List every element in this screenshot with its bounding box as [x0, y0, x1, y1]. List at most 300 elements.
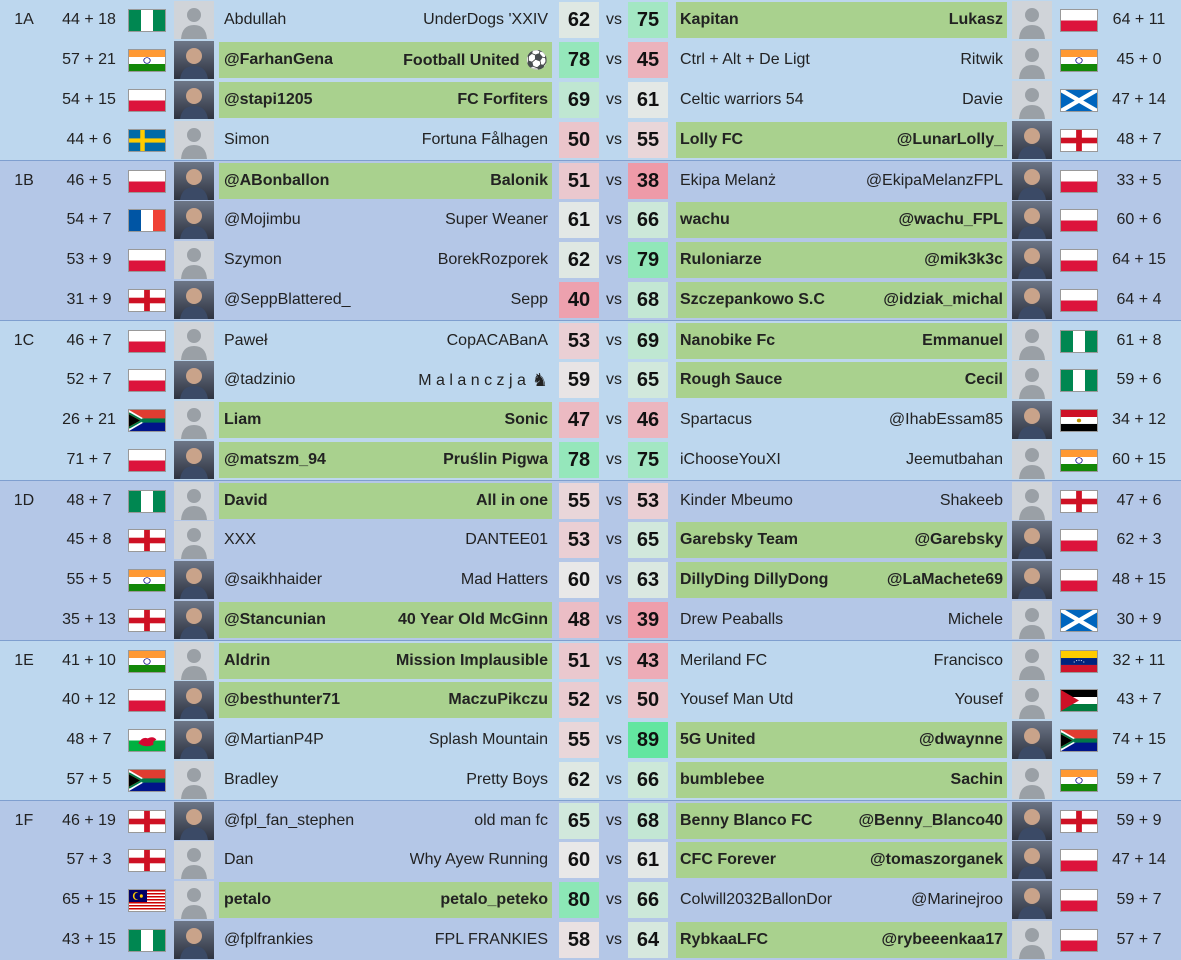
- home-team: [423, 2, 548, 38]
- home-points: 55 + 5: [66, 571, 112, 588]
- avatar: [1012, 162, 1052, 200]
- avatar: [174, 802, 214, 840]
- home-score: 78: [559, 442, 599, 478]
- away-team-box: [676, 643, 1007, 679]
- home-manager: Liam: [224, 411, 262, 428]
- india-flag-icon: [128, 49, 166, 72]
- home-points: 54 + 7: [66, 211, 112, 228]
- avatar: [174, 721, 214, 759]
- away-team-box: [676, 42, 1007, 78]
- poland-flag-icon: [1060, 249, 1098, 272]
- home-points: 52 + 7: [66, 371, 112, 388]
- away-score: 75: [628, 442, 668, 478]
- match-row: [0, 880, 1181, 920]
- home-points: 71 + 7: [66, 451, 112, 468]
- home-team-box: [219, 122, 552, 158]
- home-score: 60: [559, 562, 599, 598]
- home-team: [474, 803, 548, 839]
- home-score: 50: [559, 122, 599, 158]
- home-manager: @tadzinio: [224, 371, 296, 388]
- away-points: 62 + 3: [1116, 531, 1162, 548]
- home-points: 44 + 6: [66, 131, 112, 148]
- away-points: 48 + 7: [1116, 131, 1162, 148]
- india-flag-icon: [1060, 769, 1098, 792]
- away-team: Drew Peaballs: [680, 611, 784, 628]
- away-points: 47 + 14: [1112, 91, 1166, 108]
- group-label: 1A: [14, 11, 34, 28]
- away-points: 43 + 7: [1116, 691, 1162, 708]
- away-team: Spartacus: [680, 411, 753, 428]
- home-score: 58: [559, 922, 599, 958]
- match-row: [0, 800, 1181, 840]
- match-row: [0, 280, 1181, 320]
- home-manager: Abdullah: [224, 11, 287, 28]
- away-manager: @wachu_FPL: [898, 211, 1003, 228]
- away-manager: Sachin: [950, 771, 1003, 788]
- away-team-box: [676, 442, 1007, 478]
- away-points: 59 + 9: [1116, 812, 1162, 829]
- away-team: Ruloniarze: [680, 251, 762, 268]
- group-label: 1C: [13, 332, 35, 349]
- group-label: [0, 360, 48, 400]
- away-points: 45 + 0: [1116, 51, 1162, 68]
- home-team: [448, 682, 548, 718]
- jordan-flag-icon: [1060, 689, 1098, 712]
- poland-flag-icon: [128, 449, 166, 472]
- home-team: [410, 842, 548, 878]
- match-row: [0, 160, 1181, 200]
- group-label: [0, 280, 48, 320]
- home-team: [457, 82, 548, 118]
- avatar: [174, 241, 214, 279]
- avatar: [174, 162, 214, 200]
- home-team-name: All in one: [476, 492, 548, 509]
- home-manager: @Mojimbu: [224, 211, 301, 228]
- avatar: [1012, 441, 1052, 479]
- home-team: [429, 722, 548, 758]
- away-score: 68: [628, 282, 668, 318]
- away-points: 74 + 15: [1112, 731, 1166, 748]
- poland-flag-icon: [1060, 569, 1098, 592]
- away-manager: Yousef: [954, 691, 1003, 708]
- england-flag-icon: [1060, 490, 1098, 513]
- home-points: 31 + 9: [66, 291, 112, 308]
- group-label: [0, 760, 48, 800]
- vs-label: vs: [606, 51, 622, 68]
- away-score: 79: [628, 242, 668, 278]
- home-team: [435, 922, 548, 958]
- vs-label: vs: [606, 492, 622, 509]
- home-points: 53 + 9: [66, 251, 112, 268]
- avatar: [1012, 322, 1052, 360]
- avatar: [1012, 802, 1052, 840]
- away-team-box: [676, 282, 1007, 318]
- avatar: [1012, 681, 1052, 719]
- away-manager: Francisco: [933, 652, 1003, 669]
- england-flag-icon: [128, 529, 166, 552]
- match-row: [0, 120, 1181, 160]
- home-points: 41 + 10: [62, 652, 116, 669]
- home-team-box: [219, 282, 552, 318]
- match-row: [0, 360, 1181, 400]
- away-points: 32 + 11: [1112, 652, 1166, 669]
- vs-label: vs: [606, 731, 622, 748]
- home-team-name: old man fc: [474, 812, 548, 829]
- match-row: [0, 720, 1181, 760]
- egypt-flag-icon: [1060, 409, 1098, 432]
- away-team: Celtic warriors 54: [680, 91, 804, 108]
- match-row: [0, 480, 1181, 520]
- home-score: 80: [559, 882, 599, 918]
- home-team-name: Sepp: [510, 291, 548, 308]
- south-africa-flag-icon: [1060, 729, 1098, 752]
- home-points: 43 + 15: [62, 931, 116, 948]
- home-points: 45 + 8: [66, 531, 112, 548]
- away-team-box: [676, 122, 1007, 158]
- home-team: [490, 163, 548, 199]
- avatar: [1012, 601, 1052, 639]
- home-team: [398, 602, 548, 638]
- vs-label: vs: [606, 812, 622, 829]
- away-manager: Davie: [962, 91, 1003, 108]
- home-team: [422, 122, 548, 158]
- match-row: [0, 200, 1181, 240]
- home-team-box: [219, 522, 552, 558]
- wales-flag-icon: [128, 729, 166, 752]
- avatar: [1012, 1, 1052, 39]
- group-label: [0, 720, 48, 760]
- away-team: Lolly FC: [680, 131, 744, 148]
- away-team: wachu: [680, 211, 730, 228]
- vs-label: vs: [606, 691, 622, 708]
- away-score: 50: [628, 682, 668, 718]
- away-manager: @rybeeenkaa17: [881, 931, 1003, 948]
- avatar: [1012, 642, 1052, 680]
- home-manager: XXX: [224, 531, 257, 548]
- avatar: [174, 1, 214, 39]
- match-row: [0, 840, 1181, 880]
- home-points: 54 + 15: [62, 91, 116, 108]
- away-team-box: [676, 842, 1007, 878]
- avatar: [1012, 521, 1052, 559]
- poland-flag-icon: [1060, 170, 1098, 193]
- match-row: [0, 0, 1181, 40]
- group-label: [0, 80, 48, 120]
- home-team-box: [219, 803, 552, 839]
- home-points: 65 + 15: [62, 891, 116, 908]
- away-team: Garebsky Team: [680, 531, 798, 548]
- home-score: 60: [559, 842, 599, 878]
- away-team-box: [676, 522, 1007, 558]
- group-label: [0, 520, 48, 560]
- group-label: [0, 120, 48, 160]
- home-score: 55: [559, 483, 599, 519]
- india-flag-icon: [1060, 49, 1098, 72]
- home-team-name: M a l a n c z j a: [418, 372, 526, 389]
- nigeria-flag-icon: [1060, 330, 1098, 353]
- home-team-box: [219, 722, 552, 758]
- home-team-box: [219, 442, 552, 478]
- away-team: DillyDing DillyDong: [680, 571, 829, 588]
- away-team: RybkaaLFC: [680, 931, 769, 948]
- home-manager: Dan: [224, 851, 254, 868]
- away-points: 47 + 14: [1112, 851, 1166, 868]
- home-team-box: [219, 602, 552, 638]
- away-score: 38: [628, 163, 668, 199]
- france-flag-icon: [128, 209, 166, 232]
- match-row: [0, 320, 1181, 360]
- poland-flag-icon: [1060, 9, 1098, 32]
- home-team-box: [219, 402, 552, 438]
- home-team-name: Super Weaner: [445, 211, 548, 228]
- away-team: Kinder Mbeumo: [680, 492, 793, 509]
- home-team-name: UnderDogs 'XXIV: [423, 11, 548, 28]
- avatar: [174, 561, 214, 599]
- away-team-box: [676, 202, 1007, 238]
- group-label: [0, 200, 48, 240]
- home-team-name: Mission Implausible: [395, 652, 548, 669]
- match-row: [0, 920, 1181, 960]
- avatar: [1012, 561, 1052, 599]
- away-team-box: [676, 242, 1007, 278]
- home-manager: Paweł: [224, 332, 268, 349]
- away-score: 61: [628, 82, 668, 118]
- venezuela-flag-icon: [1060, 650, 1098, 673]
- avatar: [1012, 81, 1052, 119]
- poland-flag-icon: [1060, 289, 1098, 312]
- away-points: 33 + 5: [1116, 172, 1162, 189]
- away-score: 68: [628, 803, 668, 839]
- home-score: 69: [559, 82, 599, 118]
- away-score: 55: [628, 122, 668, 158]
- group-label: [0, 400, 48, 440]
- away-points: 59 + 7: [1116, 891, 1162, 908]
- avatar: [174, 642, 214, 680]
- home-team: [461, 562, 548, 598]
- home-score: 51: [559, 643, 599, 679]
- home-manager: @matszm_94: [224, 451, 326, 468]
- home-team-name: FC Forfiters: [457, 91, 548, 108]
- home-team-name: Football United: [403, 52, 520, 69]
- home-points: 26 + 21: [62, 411, 116, 428]
- home-team: [438, 242, 548, 278]
- group-label: [0, 920, 48, 960]
- away-manager: @EkipaMelanzFPL: [865, 172, 1003, 189]
- vs-label: vs: [606, 891, 622, 908]
- home-team: [511, 282, 548, 318]
- poland-flag-icon: [1060, 209, 1098, 232]
- vs-label: vs: [606, 291, 622, 308]
- away-team: Rough Sauce: [680, 371, 783, 388]
- south-africa-flag-icon: [128, 409, 166, 432]
- south-africa-flag-icon: [128, 769, 166, 792]
- avatar: [174, 482, 214, 520]
- avatar: [174, 41, 214, 79]
- avatar: [1012, 241, 1052, 279]
- away-points: 60 + 15: [1112, 451, 1166, 468]
- group-label: [0, 600, 48, 640]
- home-manager: Bradley: [224, 771, 279, 788]
- vs-label: vs: [606, 652, 622, 669]
- away-manager: @Garebsky: [914, 531, 1003, 548]
- group-label: [0, 240, 48, 280]
- avatar: [174, 81, 214, 119]
- home-team: [476, 483, 548, 519]
- away-team: Nanobike Fc: [680, 332, 776, 349]
- poland-flag-icon: [128, 249, 166, 272]
- home-manager: @besthunter71: [224, 691, 341, 708]
- home-points: 40 + 12: [62, 691, 116, 708]
- home-score: 62: [559, 2, 599, 38]
- away-score: 65: [628, 362, 668, 398]
- group-label: [0, 440, 48, 480]
- home-points: 57 + 5: [66, 771, 112, 788]
- group-label: 1E: [14, 652, 34, 669]
- match-row: [0, 400, 1181, 440]
- vs-label: vs: [606, 91, 622, 108]
- home-team-name: petalo_peteko: [440, 891, 548, 908]
- away-team: Colwill2032BallonDor: [680, 891, 833, 908]
- avatar: [174, 441, 214, 479]
- vs-label: vs: [606, 571, 622, 588]
- vs-label: vs: [606, 451, 622, 468]
- home-team: [447, 323, 548, 359]
- home-team-box: [219, 82, 552, 118]
- home-team: [443, 442, 548, 478]
- home-team-box: [219, 42, 552, 78]
- avatar: [1012, 921, 1052, 959]
- poland-flag-icon: [128, 330, 166, 353]
- home-team-name: DANTEE01: [465, 531, 548, 548]
- vs-label: vs: [606, 851, 622, 868]
- poland-flag-icon: [128, 170, 166, 193]
- home-score: 48: [559, 602, 599, 638]
- away-points: 59 + 6: [1116, 371, 1162, 388]
- vs-label: vs: [606, 211, 622, 228]
- match-row: [0, 80, 1181, 120]
- avatar: [1012, 841, 1052, 879]
- away-manager: @mik3k3c: [924, 251, 1003, 268]
- home-points: 35 + 13: [62, 611, 116, 628]
- away-score: 45: [628, 42, 668, 78]
- away-team: bumblebee: [680, 771, 765, 788]
- england-flag-icon: [128, 289, 166, 312]
- home-points: 44 + 18: [62, 11, 116, 28]
- team-icon: ⚽: [525, 50, 548, 70]
- away-team-box: [676, 483, 1007, 519]
- england-flag-icon: [1060, 810, 1098, 833]
- group-label: 1D: [13, 492, 35, 509]
- group-label: [0, 560, 48, 600]
- away-team-box: [676, 803, 1007, 839]
- group-label: [0, 40, 48, 80]
- group-label: [0, 680, 48, 720]
- home-manager: @stapi1205: [224, 91, 313, 108]
- away-team: Meriland FC: [680, 652, 768, 669]
- away-points: 64 + 11: [1112, 11, 1166, 28]
- away-points: 64 + 15: [1112, 251, 1166, 268]
- match-row: [0, 40, 1181, 80]
- avatar: [174, 681, 214, 719]
- away-team-box: [676, 762, 1007, 798]
- home-score: 51: [559, 163, 599, 199]
- group-label: 1F: [14, 812, 34, 829]
- england-flag-icon: [128, 810, 166, 833]
- scotland-flag-icon: [1060, 89, 1098, 112]
- home-team-name: Splash Mountain: [428, 731, 548, 748]
- home-points: 57 + 3: [66, 851, 112, 868]
- away-score: 75: [628, 2, 668, 38]
- home-team-name: Pruślin Pigwa: [443, 451, 548, 468]
- away-team: Benny Blanco FC: [680, 812, 813, 829]
- away-manager: @dwaynne: [918, 731, 1003, 748]
- avatar: [1012, 482, 1052, 520]
- away-score: 39: [628, 602, 668, 638]
- away-manager: Jeemutbahan: [906, 451, 1003, 468]
- vs-label: vs: [606, 611, 622, 628]
- home-score: 53: [559, 522, 599, 558]
- match-row: [0, 560, 1181, 600]
- home-team-box: [219, 842, 552, 878]
- avatar: [174, 601, 214, 639]
- home-points: 46 + 19: [62, 812, 116, 829]
- vs-label: vs: [606, 931, 622, 948]
- away-manager: @LunarLolly_: [896, 131, 1003, 148]
- away-score: 69: [628, 323, 668, 359]
- away-team-box: [676, 402, 1007, 438]
- away-score: 66: [628, 762, 668, 798]
- home-points: 46 + 7: [66, 332, 112, 349]
- away-team-box: [676, 362, 1007, 398]
- england-flag-icon: [128, 849, 166, 872]
- away-manager: Shakeeb: [939, 492, 1003, 509]
- home-team-box: [219, 483, 552, 519]
- avatar: [174, 322, 214, 360]
- away-points: 47 + 6: [1116, 492, 1162, 509]
- home-score: 78: [559, 42, 599, 78]
- home-team-name: Fortuna Fålhagen: [421, 131, 548, 148]
- away-manager: Michele: [947, 611, 1003, 628]
- home-team-name: Why Ayew Running: [409, 851, 548, 868]
- home-manager: @MartianP4P: [224, 731, 324, 748]
- home-team: [418, 362, 548, 398]
- home-team-box: [219, 643, 552, 679]
- home-score: 65: [559, 803, 599, 839]
- home-points: 57 + 21: [62, 51, 116, 68]
- home-score: 40: [559, 282, 599, 318]
- away-score: 46: [628, 402, 668, 438]
- home-team-box: [219, 2, 552, 38]
- home-manager: @FarhanGena: [224, 51, 333, 68]
- away-manager: Ritwik: [960, 51, 1003, 68]
- vs-label: vs: [606, 11, 622, 28]
- avatar: [174, 921, 214, 959]
- avatar: [1012, 121, 1052, 159]
- away-team: iChooseYouXI: [680, 451, 781, 468]
- away-team: Yousef Man Utd: [680, 691, 794, 708]
- home-team-name: Balonik: [490, 172, 548, 189]
- home-manager: Simon: [224, 131, 270, 148]
- home-team-name: FPL FRANKIES: [434, 931, 548, 948]
- away-points: 30 + 9: [1116, 611, 1162, 628]
- poland-flag-icon: [128, 369, 166, 392]
- poland-flag-icon: [1060, 889, 1098, 912]
- avatar: [1012, 881, 1052, 919]
- away-team-box: [676, 323, 1007, 359]
- home-team-box: [219, 323, 552, 359]
- home-team-name: Mad Hatters: [460, 571, 548, 588]
- poland-flag-icon: [128, 689, 166, 712]
